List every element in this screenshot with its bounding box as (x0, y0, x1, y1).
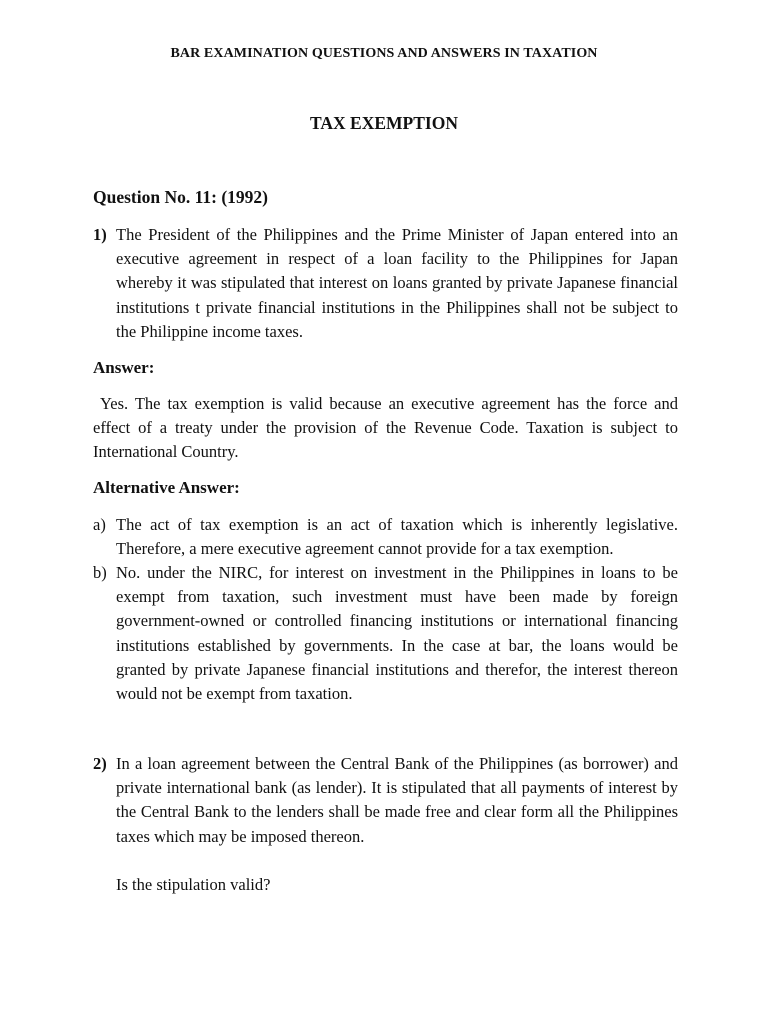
question-1-text: The President of the Philippines and the Prime Minister of Japan entered into an executive agreement in respect of a loan facility to the Philippines for Japan whereby it was stipulated that interest on loans granted by private Japanese financial institutions t private financial institutions in the Philippines shall not be subject to the Philippine income taxes. (116, 225, 678, 341)
alternative-answer-heading: Alternative Answer: (93, 478, 240, 497)
answer-heading: Answer: (93, 358, 155, 377)
question-2 (93, 752, 678, 849)
question-1-number: 1) (93, 225, 107, 244)
question-1 (93, 223, 678, 344)
alt-answer-a-marker: a) (93, 515, 106, 534)
answer-paragraph (93, 392, 678, 465)
question-2-prompt: Is the stipulation valid? (116, 875, 271, 894)
alt-answer-a-text: The act of tax exemption is an act of taxation which is inherently legislative. Therefore, a mere executive agreement cannot provide for a tax exemption. (116, 515, 678, 559)
section-title: TAX EXEMPTION (310, 113, 458, 133)
question-2-number: 2) (93, 754, 107, 773)
alt-answer-b-text: No. under the NIRC, for interest on investment in the Philippines in loans to be exempt from taxation, such investment must have been made by foreign government-owned or controlled financing institutions or international financing institutions established by governments. In the case at bar, the loans would be granted by private Japanese financial institutions and therefor, the interest thereon would not be exempt from taxation. (116, 563, 678, 704)
question-heading: Question No. 11: (1992) (93, 187, 268, 207)
alt-answer-b (93, 561, 678, 706)
alt-answer-b-marker: b) (93, 563, 107, 582)
answer-text: Yes. The tax exemption is valid because an executive agreement has the force and effect of a treaty under the provision of the Revenue Code. Taxation is subject to International Country. (93, 394, 678, 462)
document-header: BAR EXAMINATION QUESTIONS AND ANSWERS IN TAXATION (170, 46, 598, 61)
question-2-text: In a loan agreement between the Central Bank of the Philippines (as borrower) and private international bank (as lender). It is stipulated that all payments of interest by the Central Bank to the lenders shall be made free and clear form all the Philippines taxes which may be imposed thereon. (116, 754, 678, 846)
alt-answer-a (93, 513, 678, 561)
